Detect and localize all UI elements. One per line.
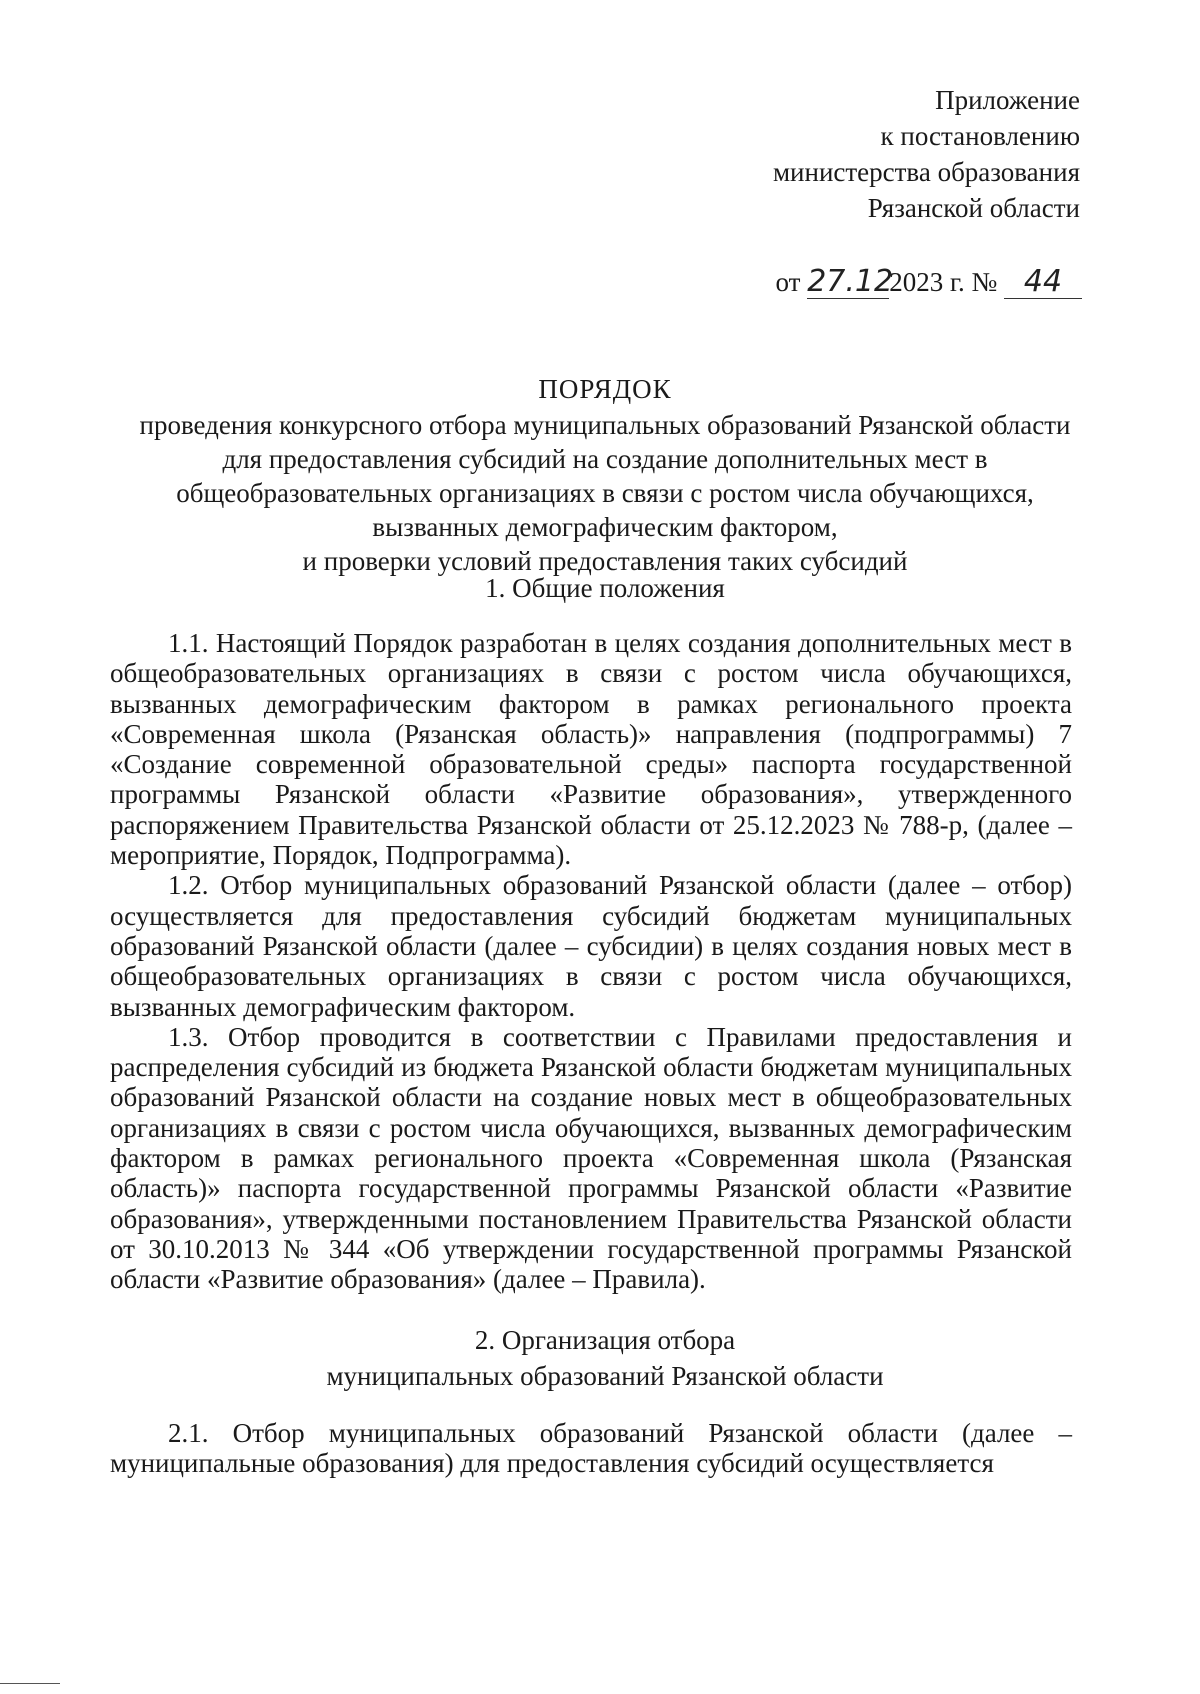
paragraph-1-3: 1.3. Отбор проводится в соответствии с Правилами предоставления и распределения субсидий из бюджета Рязанской области бюджетам муниципальных образований Рязанской области на создание новых мест в общеобразовательных организациях в связи с ростом числа обучающихся, вызванных демографическим фактором в рамках регионального проекта «Современная школа (Рязанская область)» паспорта государственной программы Рязанской области «Развитие образования», утвержденными постановлением Правительства Рязанской области от 30.10.2013 № 344 «Об утверждении государственной программы Рязанской области «Развитие образования» (далее – Правила).: [110, 1021, 1072, 1295]
scan-edge-mark: [0, 1683, 60, 1684]
paragraph-1-1: 1.1. Настоящий Порядок разработан в целях создания дополнительных мест в общеобразовательных организациях в связи с ростом числа обучающихся, вызванных демографическим фактором в рамках регионального проекта «Современная школа (Рязанская область)» направления (подпрограммы) 7 «Создание современной образовательной среды» паспорта государственной программы Рязанской области «Развитие образования», утвержденного распоряжением Правительства Рязанской области от 25.12.2023 № 788-р, (далее – мероприятие, Порядок, Подпрограмма).: [110, 628, 1072, 871]
title-line: и проверки условий предоставления таких субсидий: [302, 546, 908, 576]
approval-block: [773, 82, 1080, 226]
section-1-body: [110, 628, 1072, 1295]
section-heading-text: 1. Общие положения: [485, 573, 725, 603]
paragraph-1-2: 1.2. Отбор муниципальных образований Рязанской области (далее – отбор) осуществляется для предоставления субсидий бюджетам муниципальных образований Рязанской области (далее – субсидии) в целях создания новых мест в общеобразовательных организациях в связи с ростом числа обучающихся, вызванных демографическим фактором.: [110, 870, 1072, 1022]
section-heading-text: муниципальных образований Рязанской области: [326, 1361, 884, 1391]
document-title-block: [110, 372, 1100, 578]
handwritten-date: 27.12: [807, 264, 894, 299]
resolution-date-line: [776, 262, 1083, 302]
approval-line-resolution: к постановлению: [880, 121, 1080, 151]
section-2-body: [110, 1418, 1072, 1479]
approval-line-region: Рязанской области: [867, 193, 1080, 223]
approval-line-ministry: министерства образования: [772, 157, 1080, 187]
title-line: проведения конкурсного отбора муниципальных образований Рязанской области: [139, 410, 1071, 440]
handwritten-number: 44: [1004, 266, 1082, 299]
year-and-number-label: 2023 г. №: [889, 267, 998, 297]
section-1-heading: [110, 570, 1100, 606]
section-2-heading: [110, 1322, 1100, 1394]
title-line: для предоставления субсидий на создание дополнительных мест в: [222, 444, 988, 474]
paragraph-2-1: 2.1. Отбор муниципальных образований Рязанской области (далее – муниципальные образования) для предоставления субсидий осуществляется: [110, 1418, 1072, 1479]
section-heading-text: 2. Организация отбора: [474, 1325, 736, 1355]
title-line: общеобразовательных организациях в связи с ростом числа обучающихся,: [176, 478, 1034, 508]
date-prefix: от: [775, 267, 801, 297]
document-title: ПОРЯДОК: [538, 374, 672, 404]
approval-line-appendix: Приложение: [935, 85, 1080, 115]
title-line: вызванных демографическим фактором,: [372, 512, 838, 542]
